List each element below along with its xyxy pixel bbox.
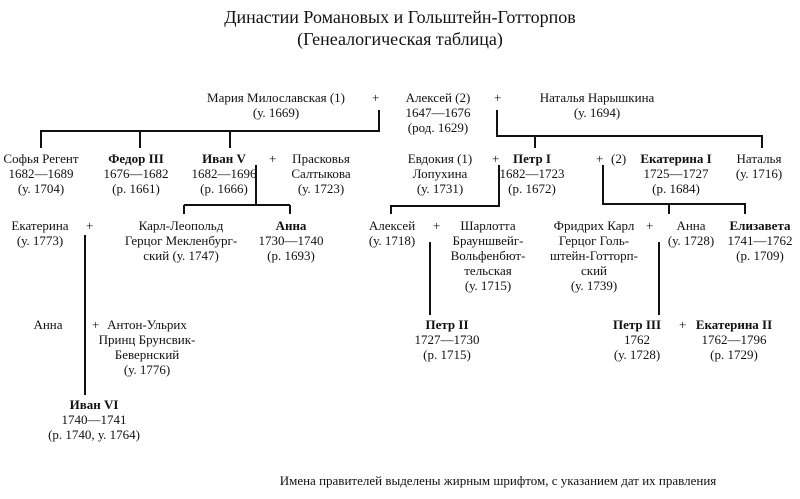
person-name: Прасковья (292, 151, 350, 166)
person-karl-leopold (125, 218, 237, 263)
person-name: Алексей (2) (405, 90, 471, 105)
person-line: тельская (464, 263, 512, 278)
ruler-name: Елизавета (729, 218, 791, 233)
person-ekaterina-ivanovna (11, 218, 68, 248)
person-years: 1762—1796 (701, 332, 767, 347)
person-line: Принц Брунсвик- (98, 332, 196, 347)
title-main: Династии Романовых и Гольштейн-Готторпов (224, 7, 576, 27)
person-ivan-v (192, 151, 257, 196)
person-line: ский (580, 263, 607, 278)
person-line: Бевернский (114, 347, 180, 362)
person-years: 1647—1676 (405, 105, 471, 120)
person-info: (у. 1704) (17, 181, 65, 196)
person-info: (р. 1740, у. 1764) (48, 427, 140, 442)
person-years: 1725—1727 (643, 166, 709, 181)
plus-sign: + (494, 90, 502, 105)
ruler-name: Иван VI (69, 397, 119, 412)
person-info: (р. 1709) (736, 248, 784, 263)
person-info: (р. 1684) (652, 181, 700, 196)
person-info: (у. 1728) (613, 347, 661, 362)
ruler-name: Петр II (425, 317, 469, 332)
person-natalya (736, 151, 782, 181)
person-anna-ivanovna (259, 218, 324, 263)
person-petr-ii (415, 317, 480, 362)
person-line: Шарлотта (460, 218, 516, 233)
person-info: (род. 1629) (407, 120, 469, 135)
person-line: Вольфенбют- (450, 248, 526, 263)
person-line: Брауншвейг- (452, 233, 524, 248)
person-name: Софья Регент (3, 151, 79, 166)
person-evdokiya (408, 151, 473, 196)
person-info: (у. 1731) (416, 181, 464, 196)
person-line: Карл-Леопольд (138, 218, 224, 233)
person-info: (у. 1716) (735, 166, 783, 181)
person-years: 1676—1682 (103, 166, 169, 181)
person-anna-petrovna (668, 218, 714, 248)
person-praskovya (291, 151, 350, 196)
person-elizaveta (728, 218, 793, 263)
person-info: (р. 1661) (112, 181, 160, 196)
person-years: 1762 (624, 332, 650, 347)
person-petr-iii (613, 317, 661, 362)
person-info: (р. 1715) (423, 347, 471, 362)
person-info: (у. 1669) (252, 105, 300, 120)
person-years: 1682—1723 (499, 166, 565, 181)
ruler-name: Петр I (513, 151, 551, 166)
person-name: Мария Милославская (1) (207, 90, 345, 105)
person-line: Лопухина (412, 166, 468, 181)
person-ekaterina-i (640, 151, 711, 196)
person-line: Антон-Ульрих (107, 317, 187, 332)
person-info: (р. 1729) (710, 347, 758, 362)
plus-sign: + (646, 218, 654, 233)
ruler-name: Екатерина II (695, 317, 773, 332)
person-info: (у. 1776) (123, 362, 171, 377)
person-years: 1682—1696 (191, 166, 257, 181)
page-title (224, 6, 575, 50)
person-info: (у. 1739) (570, 278, 618, 293)
plus-sign: + (679, 317, 687, 332)
person-line: Фридрих Карл (553, 218, 635, 233)
person-ivan-vi (48, 397, 140, 442)
person-info: (у. 1728) (667, 233, 715, 248)
ruler-name: Иван V (202, 151, 246, 166)
person-name: Алексей (368, 218, 416, 233)
person-anna-leopoldovna (33, 317, 62, 332)
ruler-name: Екатерина I (640, 151, 712, 166)
person-sharlotta (451, 218, 526, 293)
ruler-name: Федор III (108, 151, 164, 166)
plus-sign: + (372, 90, 380, 105)
plus-sign: + (492, 151, 500, 166)
person-name: Анна (676, 218, 706, 233)
ruler-name: Петр III (612, 317, 662, 332)
person-aleksey-petrovich (369, 218, 415, 248)
person-line: Салтыкова (291, 166, 351, 181)
plus-sign: + (86, 218, 94, 233)
footnote: Имена правителей выделены жирным шрифтом, с указанием дат их правления (279, 473, 717, 488)
person-natalya-naryshkina (540, 90, 655, 120)
ruler-name: Анна (275, 218, 307, 233)
person-anton-ulrih (99, 317, 196, 377)
plus-sign: + (269, 151, 277, 166)
person-sofya (3, 151, 78, 196)
person-name: Наталья (736, 151, 782, 166)
person-info: (у. 1773) (16, 233, 64, 248)
person-info: (у. 1715) (464, 278, 512, 293)
person-info: (р. 1666) (200, 181, 248, 196)
plus-sign: + (92, 317, 100, 332)
person-info: (у. 1694) (573, 105, 621, 120)
person-name: Анна (33, 317, 63, 332)
person-maria (207, 90, 345, 120)
title-sub: (Генеалогическая таблица) (297, 29, 503, 49)
person-info: (у. 1718) (368, 233, 416, 248)
person-info: (р. 1693) (267, 248, 315, 263)
person-line: штейн-Готторп- (550, 248, 638, 263)
person-info: (р. 1672) (508, 181, 556, 196)
person-aleksey (406, 90, 471, 135)
person-line: Герцог Голь- (558, 233, 630, 248)
person-line: ский (у. 1747) (143, 248, 219, 263)
person-petr-i (500, 151, 565, 196)
person-years: 1727—1730 (414, 332, 480, 347)
plus-sign: + (596, 151, 604, 166)
person-years: 1741—1762 (727, 233, 793, 248)
person-name: Наталья Нарышкина (539, 90, 655, 105)
plus-sign: + (433, 218, 441, 233)
marriage-number: (2) (611, 151, 627, 166)
person-line: Герцог Мекленбург- (124, 233, 238, 248)
person-name: Евдокия (1) (407, 151, 473, 166)
person-years: 1730—1740 (258, 233, 324, 248)
person-years: 1740—1741 (61, 412, 127, 427)
person-fedor-iii (104, 151, 169, 196)
person-info: (у. 1723) (297, 181, 345, 196)
person-name: Екатерина (11, 218, 69, 233)
person-fridrih-karl (550, 218, 638, 293)
person-ekaterina-ii (696, 317, 772, 362)
person-years: 1682—1689 (8, 166, 74, 181)
